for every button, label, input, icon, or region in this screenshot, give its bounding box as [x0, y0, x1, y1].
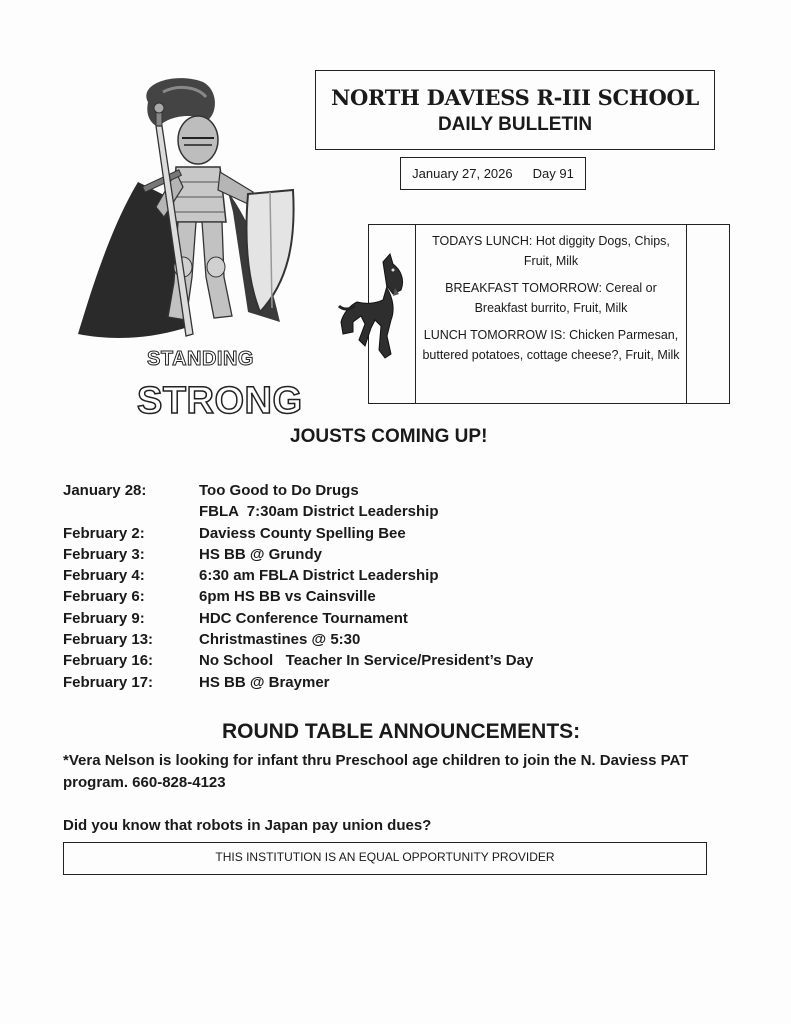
event-row	[63, 608, 663, 629]
event-row	[63, 650, 663, 671]
event-date: February 16:	[63, 652, 154, 670]
event-date	[63, 501, 199, 522]
events-heading: JOUSTS COMING UP!	[290, 426, 488, 447]
date-box	[400, 157, 586, 190]
event-date: February 9:	[63, 609, 145, 627]
equal-opportunity-text: THIS INSTITUTION IS AN EQUAL OPPORTUNITY PROVIDER	[215, 850, 555, 864]
event-text: HS BB @ Grundy	[199, 545, 322, 563]
lunch-box	[368, 224, 730, 404]
announcement-fact: Did you know that robots in Japan pay union dues?	[63, 817, 432, 834]
event-date: February 6:	[63, 588, 145, 606]
todays-lunch: TODAYS LUNCH: Hot diggity Dogs, Chips, Fruit, Milk	[432, 234, 670, 268]
event-date: February 4:	[63, 567, 145, 585]
bulletin-day: Day 91	[532, 166, 574, 181]
event-text: FBLA 7:30am District Leadership	[199, 503, 439, 521]
event-row	[63, 629, 663, 650]
event-row	[63, 523, 663, 544]
event-text: No School Teacher In Service/President’s Day	[199, 652, 534, 670]
event-text: Daviess County Spelling Bee	[199, 524, 406, 542]
equal-opportunity-box	[63, 842, 707, 875]
event-date: January 28:	[63, 482, 147, 499]
event-text: Christmastines @ 5:30	[199, 631, 361, 649]
knight-illustration	[68, 72, 308, 372]
bulletin-title: DAILY BULLETIN	[437, 114, 593, 135]
lunch-tomorrow: LUNCH TOMORROW IS: Chicken Parmesan, buttered potatoes, cottage cheese?, Fruit, Milk	[422, 328, 680, 362]
lunch-menu	[415, 224, 687, 404]
event-text: HDC Conference Tournament	[199, 609, 408, 627]
school-name: NORTH DAVIESS R-III SCHOOL	[331, 85, 699, 110]
event-row	[63, 672, 663, 693]
event-row	[63, 544, 663, 565]
event-date: February 2:	[63, 524, 145, 542]
event-date: February 17:	[63, 673, 154, 691]
events-list	[63, 480, 663, 693]
event-row	[63, 586, 663, 607]
event-text: 6:30 am FBLA District Leadership	[199, 567, 439, 585]
event-row	[63, 501, 663, 522]
slogan-standing: STANDING	[147, 348, 254, 370]
horse-illustration	[335, 250, 415, 380]
bulletin-date: January 27, 2026	[412, 166, 513, 181]
event-date: February 13:	[63, 631, 154, 649]
event-date: February 3:	[63, 545, 145, 563]
event-text: 6pm HS BB vs Cainsville	[199, 588, 376, 606]
header-box	[315, 70, 715, 150]
slogan-strong: STRONG	[137, 380, 303, 422]
event-text: Too Good to Do Drugs	[199, 482, 359, 499]
event-text: HS BB @ Braymer	[199, 673, 330, 691]
breakfast-tomorrow: BREAKFAST TOMORROW: Cereal or Breakfast burrito, Fruit, Milk	[445, 281, 657, 315]
announcements-heading: ROUND TABLE ANNOUNCEMENTS:	[222, 720, 581, 743]
event-row	[63, 480, 663, 501]
announcement-pat: *Vera Nelson is looking for infant thru Preschool age children to join the N. Daviess PAT program. 660-828-4123	[63, 752, 689, 791]
event-row	[63, 565, 663, 586]
